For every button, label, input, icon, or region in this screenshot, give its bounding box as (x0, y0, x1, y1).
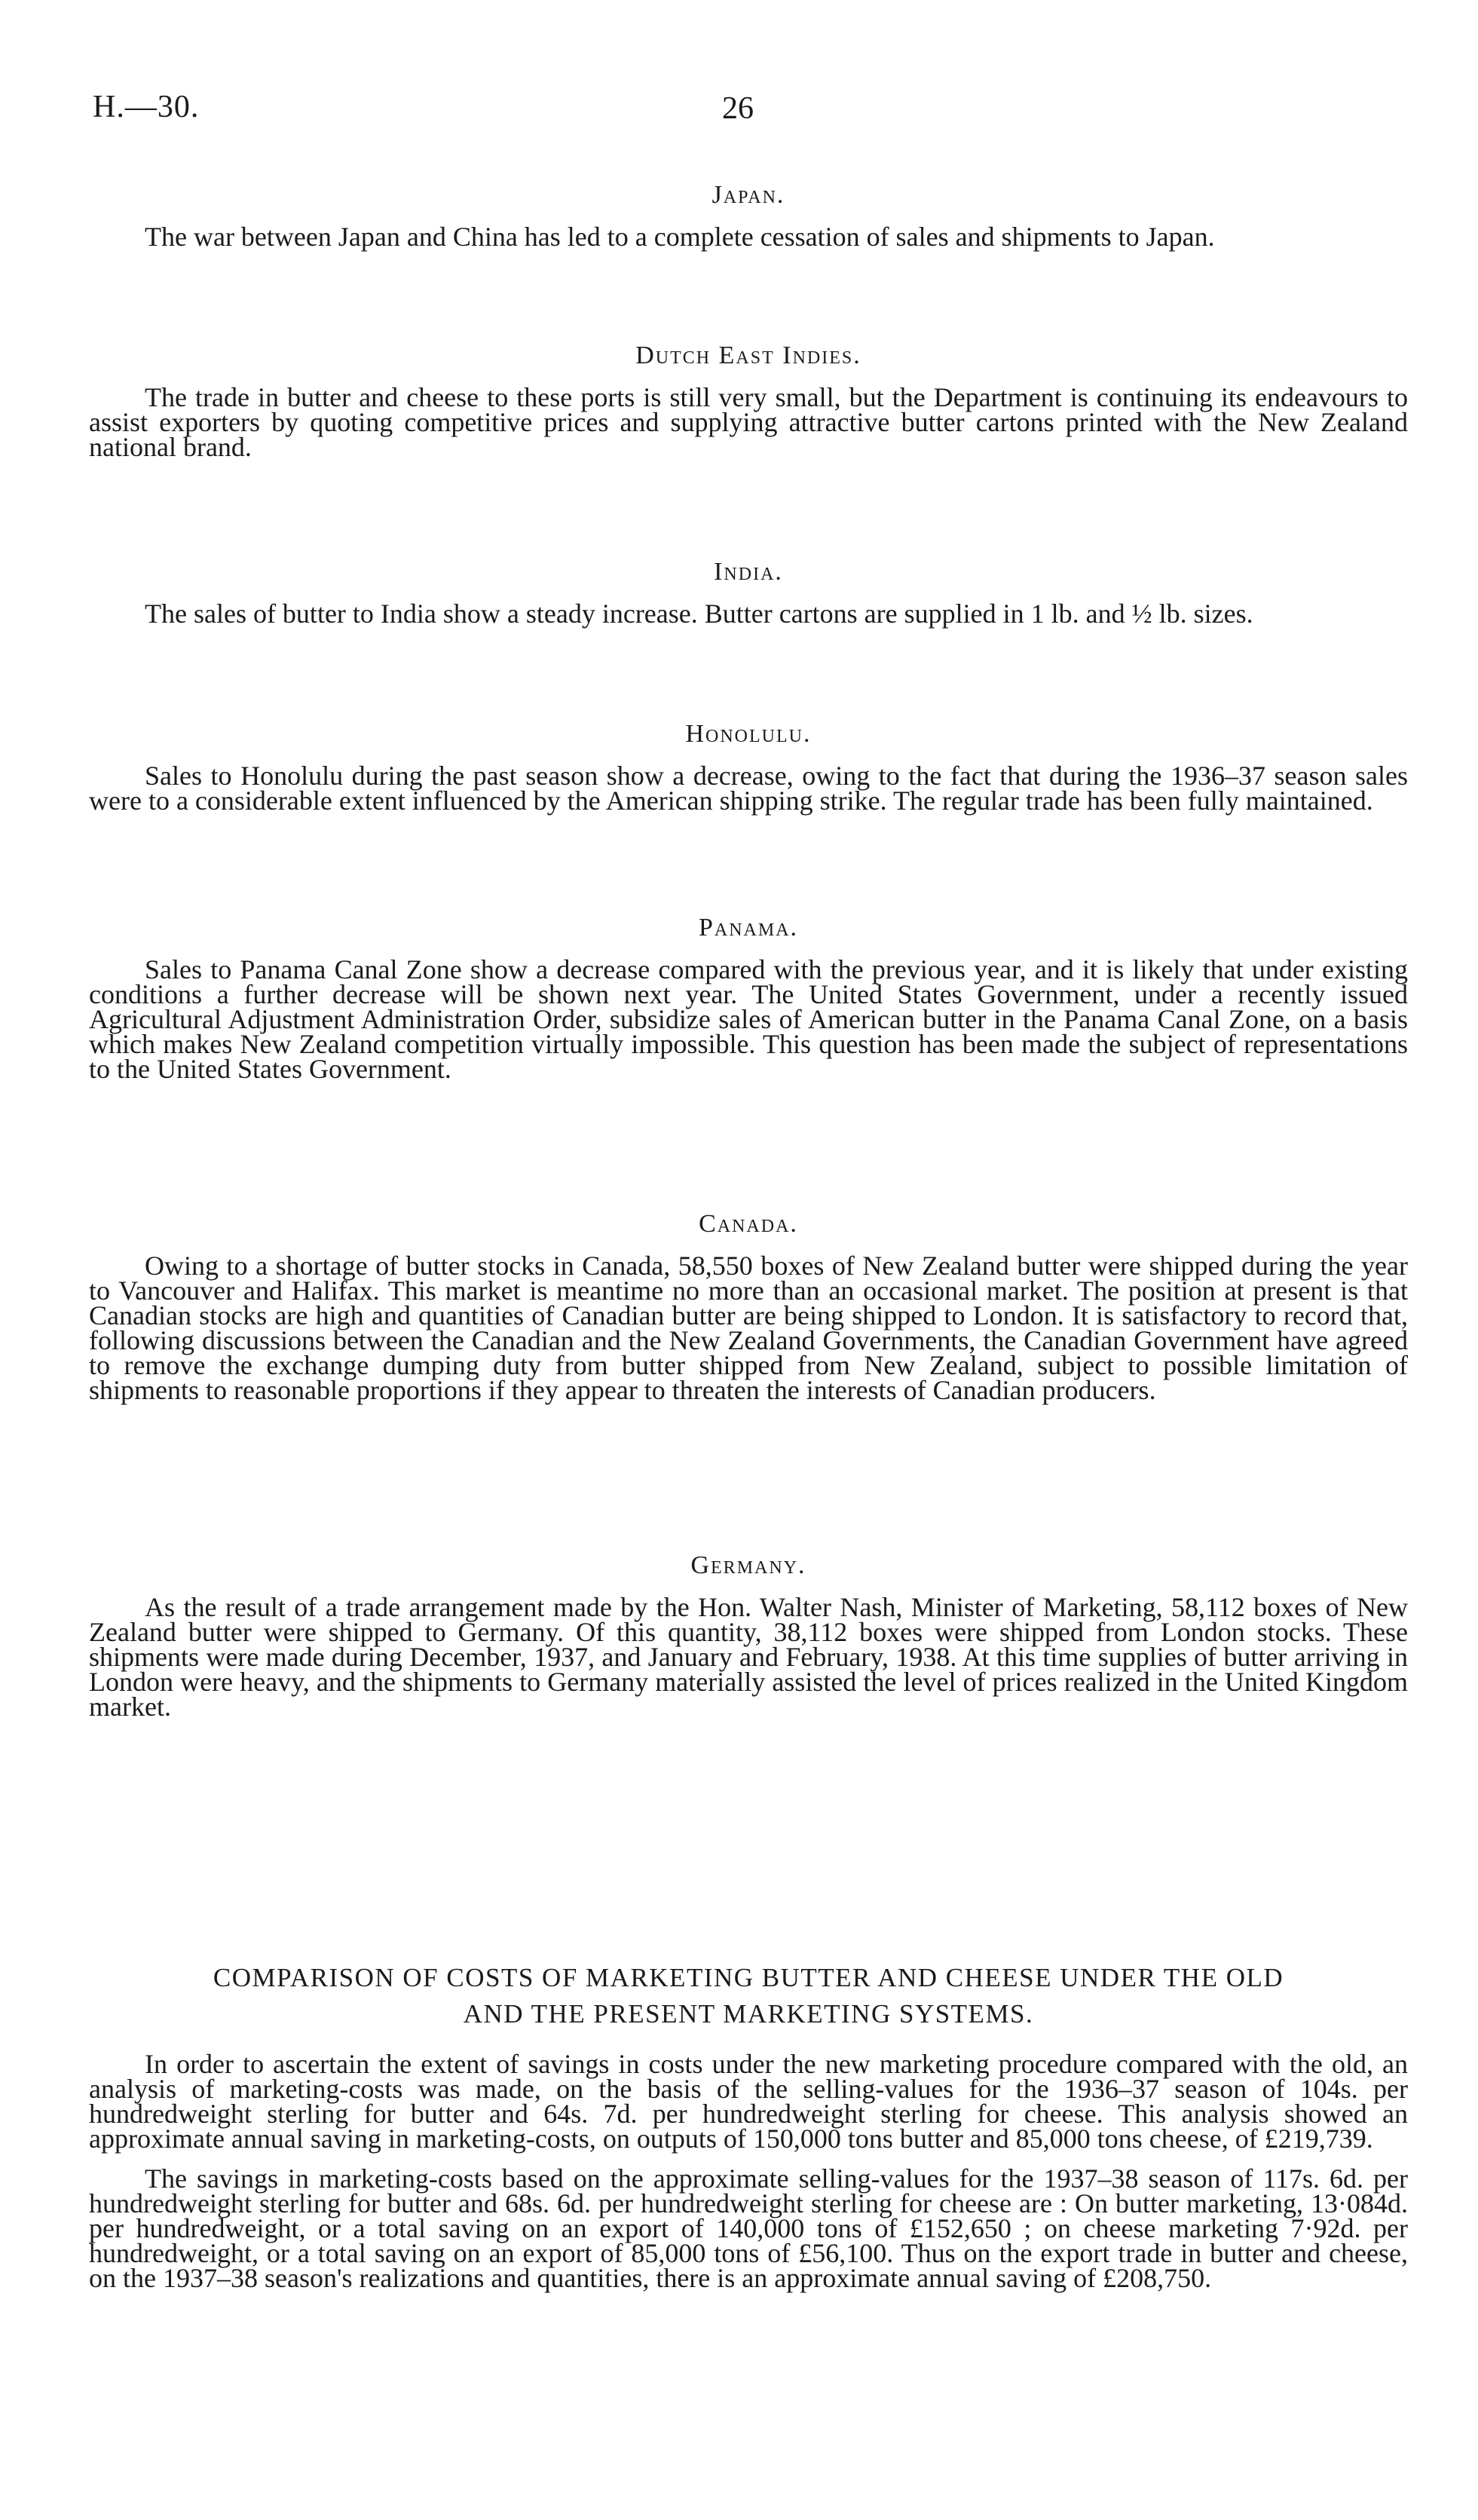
paragraph: As the result of a trade arrangement made by the Hon. Walter Nash, Minister of Marketing, 58,112 boxes of New Zealand butter were shipped to Germany. Of this quantity, 38,112 boxes were shipped from London stocks. These shipments were made during December, 1937, and January and February, 1938. At this time supplies of butter arriving in London were heavy, and the shipments to Germany materially assisted the level of prices realized in the United Kingdom market. (89, 1592, 1408, 1722)
section-dutch-east-indies (89, 341, 1408, 460)
section-comparison (89, 1960, 1408, 2291)
document-reference: H.—30. (93, 90, 200, 124)
section-title-honolulu: Honolulu. (685, 720, 812, 748)
section-title-panama: Panama. (698, 914, 799, 942)
paragraph: In order to ascertain the extent of savings in costs under the new marketing procedure compared with the old, an analysis of marketing-costs was made, on the basis of the selling-values for the 1936–37 season of 104s. per hundredweight sterling for butter and 64s. 7d. per hundredweight sterling for cheese. This analysis showed an approximate annual saving in marketing-costs, on outputs of 150,000 tons butter and 85,000 tons cheese, of £219,739. (89, 2049, 1408, 2154)
section-title-canada: Canada. (699, 1210, 798, 1238)
section-india (89, 558, 1408, 629)
section-honolulu (89, 720, 1408, 816)
paragraph: Sales to Honolulu during the past season show a decrease, owing to the fact that during the 1936–37 season sales were to a considerable extent influenced by the American shipping strike. The regular trade has been fully maintained. (89, 761, 1408, 816)
section-canada (89, 1210, 1408, 1403)
paragraph: The savings in marketing-costs based on the approximate selling-values for the 1937–38 season of 117s. 6d. per hundredweight sterling for butter and 68s. 6d. per hundredweight sterling for cheese are : On butter marketing, 13·084d. per hundredweight, or a total saving on an export of 140,000 tons of £152,650 ; on cheese marketing 7·92d. per hundredweight, or a total saving on an export of 85,000 tons of £56,100. Thus on the export trade in butter and cheese, on the 1937–38 season's realizations and quantities, there is an approximate annual saving of £208,750. (89, 2163, 1408, 2293)
paragraph: The trade in butter and cheese to these ports is still very small, but the Department is continuing its endeavours to assist exporters by quoting competitive prices and supplying attractive butter cartons printed with the New Zealand national brand. (89, 382, 1408, 462)
section-title-india: India. (714, 558, 783, 586)
paragraph: The sales of butter to India show a steady increase. Butter cartons are supplied in 1 lb. and ½ lb. sizes. (145, 599, 1253, 629)
section-panama (89, 914, 1408, 1082)
comparison-heading (89, 1960, 1408, 2032)
comparison-heading-line-2: AND THE PRESENT MARKETING SYSTEMS. (463, 1999, 1034, 2029)
paragraph: Sales to Panama Canal Zone show a decrease compared with the previous year, and it is likely that under existing conditions a further decrease will be shown next year. The United States Government, under a recently issued Agricultural Adjustment Administration Order, subsidize sales of American butter in the Panama Canal Zone, on a basis which makes New Zealand competition virtually impossible. This question has been made the subject of representations to the United States Government. (89, 954, 1408, 1084)
section-title-japan: Japan. (711, 181, 785, 209)
paragraph: Owing to a shortage of butter stocks in Canada, 58,550 boxes of New Zealand butter were shipped during the year to Vancouver and Halifax. This market is meantime no more than an occasional market. The position at present is that Canadian stocks are high and quantities of Canadian butter are being shipped to London. It is satisfactory to record that, following discussions between the Canadian and the New Zealand Governments, the Canadian Government have agreed to remove the exchange dumping duty from butter shipped from New Zealand, subject to possible limitation of shipments to reasonable proportions if they appear to threaten the interests of Canadian producers. (89, 1251, 1408, 1405)
section-germany (89, 1551, 1408, 1722)
comparison-heading-line-1: COMPARISON OF COSTS OF MARKETING BUTTER AND CHEESE UNDER THE OLD (213, 1963, 1284, 1992)
section-title-dutch-east-indies: Dutch East Indies. (635, 341, 861, 369)
page-number: 26 (722, 91, 754, 126)
paragraph: The war between Japan and China has led to a complete cessation of sales and shipments to Japan. (145, 222, 1215, 252)
section-title-germany: Germany. (690, 1551, 806, 1579)
section-japan (89, 181, 1408, 250)
